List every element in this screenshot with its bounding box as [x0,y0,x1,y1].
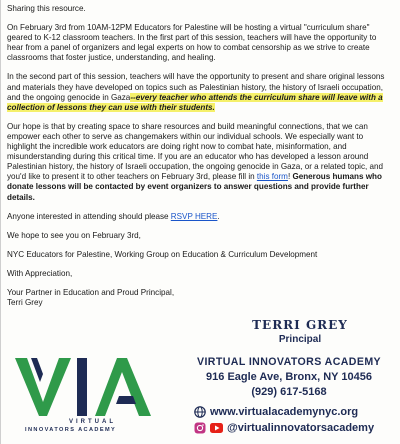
globe-icon [193,406,206,419]
youtube-icon [210,422,223,435]
social-text: @virtualinnovatorsacademy [227,422,375,434]
school-logo-icon [11,356,157,436]
paragraph-org: NYC Educators for Palestine, Working Group on Education & Curriculum Development [7,249,318,259]
paragraph-hope-bold: Generous humans who donate lessons will be contacted by event organizers to answer questions and provide further details. [7,172,382,202]
signature-role-line: Your Partner in Education and Proud Principal, [7,287,175,297]
logo-line-1: VIRTUAL [69,419,116,425]
closing: With Appreciation, [7,268,73,278]
principal-title: Principal [278,334,322,345]
paragraph-rsvp [7,212,393,222]
highlighted-text: --every teacher who attends the curriculum share will leave with a collection of lessons they can use with their students. [7,92,383,112]
signature-card [1,316,400,444]
signature-name-line: Terri Grey [7,298,43,308]
paragraph-event: On February 3rd from 10AM-12PM Educators for Palestine will be hosting a virtual "curriculum share" geared to K-12 classroom teachers. In the first part of this session, teachers will have the opportunity to hear from a panel of organizers and legal experts on how to combat censorship as we strive to create classrooms that foster justice, understanding, and healing. [7,23,377,63]
email-body [7,4,393,308]
form-link[interactable]: this form [256,172,288,182]
paragraph-see-you: We hope to see you on February 3rd, [7,230,141,240]
intro-line: Sharing this resource. [7,4,86,13]
rsvp-punct: . [217,211,220,221]
paragraph-second-part-text: In the second part of this session, teachers will have the opportunity to present and share original lessons and materials they have developed on topics such as Palestinian history, the history of Israeli occupation, and the ongoing genocide in Gaza [7,72,385,102]
paragraph-second-part [7,72,393,112]
signature-text [7,288,393,308]
school-name: VIRTUAL INNOVATORS ACADEMY [196,356,382,368]
paragraph-hope-punct: ! [287,172,293,182]
website-text: www.virtualacademynyc.org [210,406,359,418]
logo-line-2: INNOVATORS ACADEMY [25,427,117,433]
website-row[interactable] [193,404,358,420]
rsvp-link[interactable]: RSVP HERE [170,211,218,221]
school-phone: (929) 617-5168 [251,386,327,398]
rsvp-text: Anyone interested in attending should please [7,211,171,221]
principal-name: TERRI GREY [252,318,348,332]
instagram-icon [193,422,206,435]
paragraph-hope [7,122,393,203]
social-row[interactable] [193,420,374,436]
school-address: 916 Eagle Ave, Bronx, NY 10456 [206,371,372,383]
paragraph-hope-text: Our hope is that by creating space to share resources and build meaningful connections, that we can empower each other to serve as changemakers within our individual schools. We especially want to highlight the incredible work educators are doing right now to combat hate, misinformation, and misunderstanding during this critical time. If you are an educator who has developed a lesson around Palestinian history, the history of Israeli occupation, the ongoing genocide in Gaza, or a related topic, and you'd like to present it to other teachers on February 3rd, please fill in [7,121,383,182]
